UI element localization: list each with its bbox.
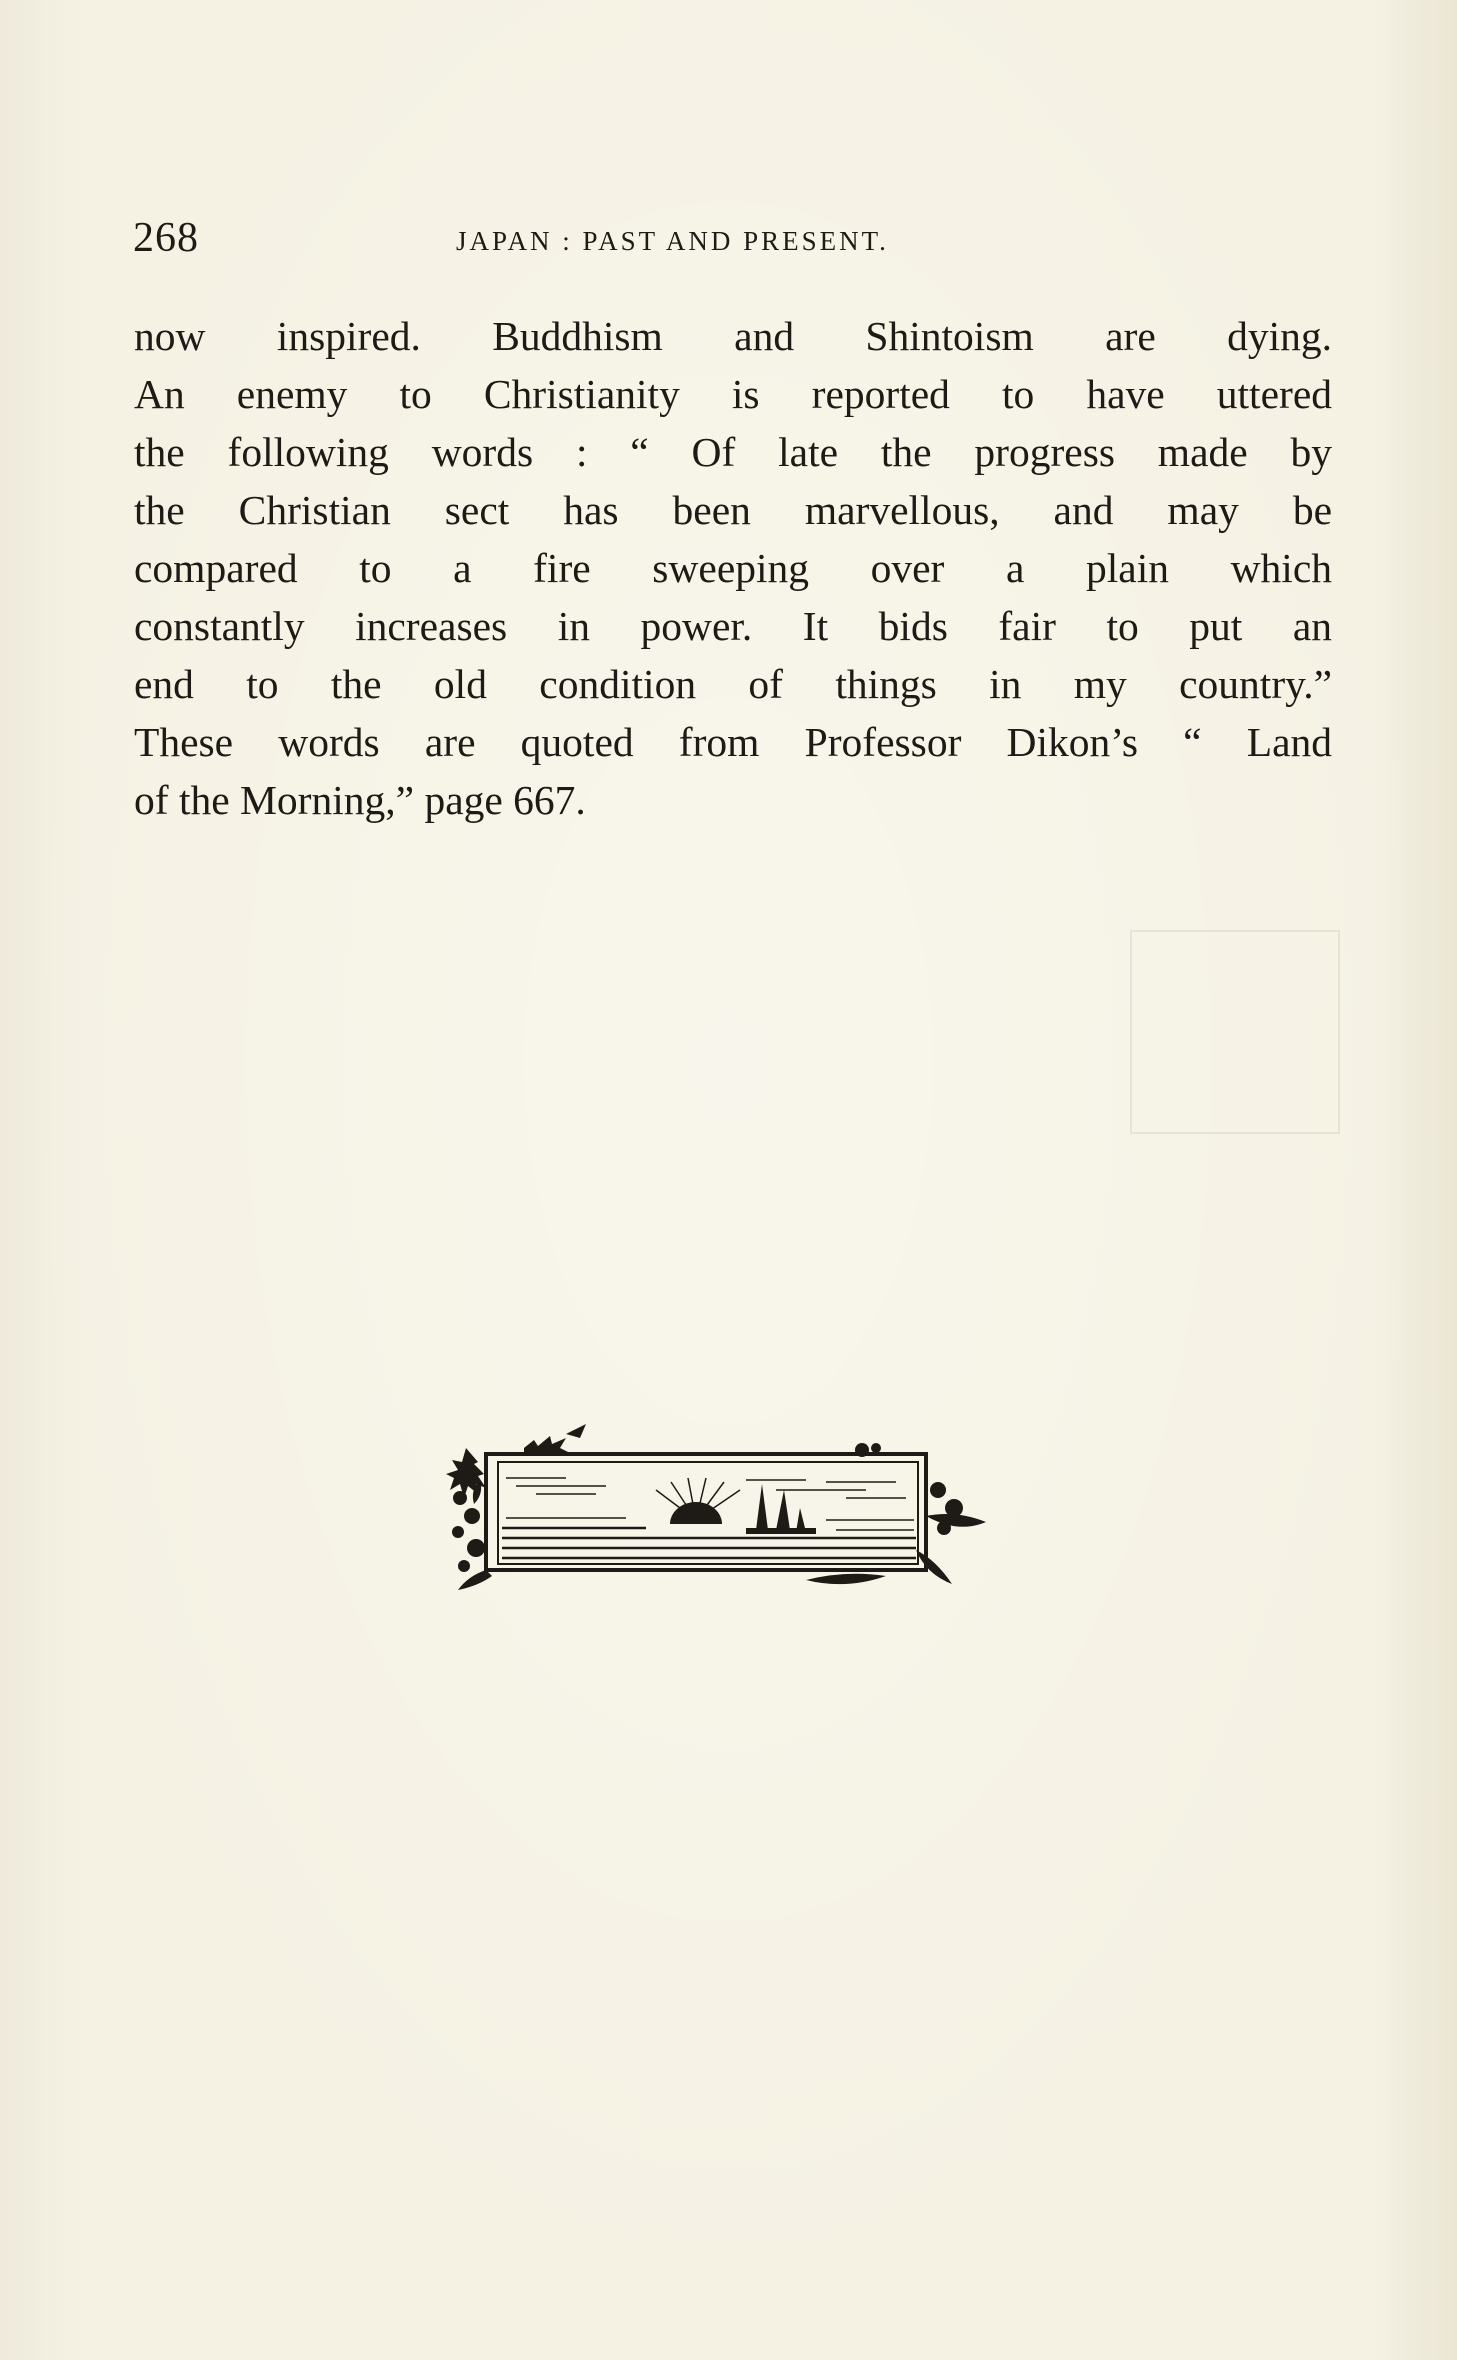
page-number: 268 — [133, 215, 199, 261]
text-line: of the Morning,” page 667. — [134, 777, 586, 823]
text-line: the following words : “ Of late the progress made by — [134, 429, 1332, 475]
bleed-through-decoration — [1130, 930, 1340, 1134]
tailpiece-landscape-icon — [446, 1420, 1000, 1596]
body-paragraph — [134, 307, 1332, 829]
text-line: constantly increases in power. It bids fair to put an — [134, 603, 1332, 649]
text-line: now inspired. Buddhism and Shintoism are dying. — [134, 313, 1332, 359]
running-title: JAPAN : PAST AND PRESENT. — [456, 226, 889, 256]
text-line: compared to a fire sweeping over a plain which — [134, 545, 1332, 591]
text-line: the Christian sect has been marvellous, and may be — [134, 487, 1332, 533]
text-line: end to the old condition of things in my country.” — [134, 661, 1332, 707]
text-line: These words are quoted from Professor Dikon’s “ Land — [134, 719, 1332, 765]
text-line: An enemy to Christianity is reported to have uttered — [134, 371, 1332, 417]
running-head — [133, 214, 1333, 274]
